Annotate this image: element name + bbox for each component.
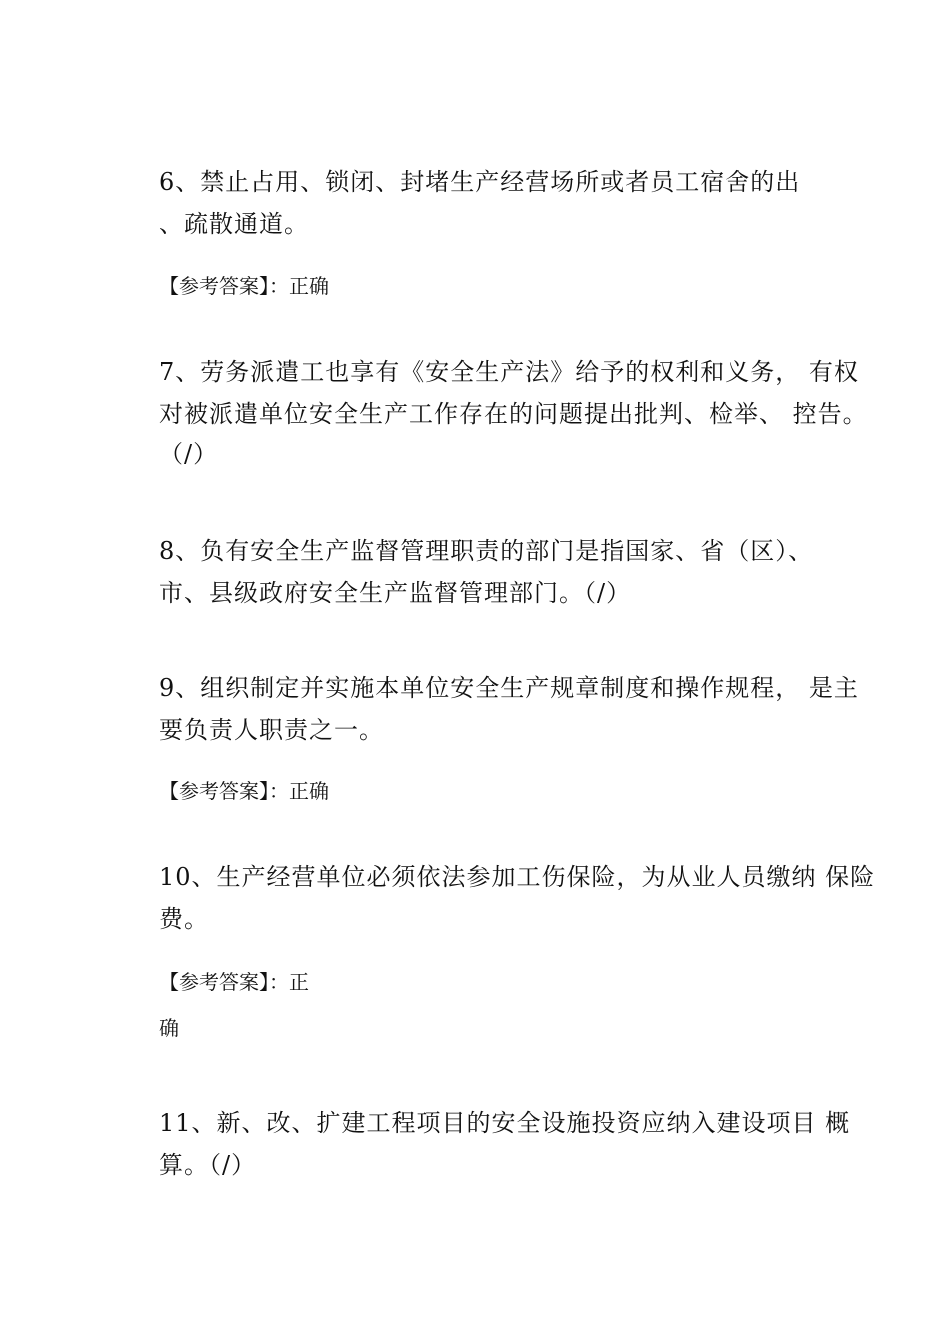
question-text-line: 市、县级政府安全生产监督管理部门。（/） [159,579,632,607]
question-text-line: 费。 [159,905,209,933]
question-text-line: 8、负有安全生产监督管理职责的部门是指国家、省（区）、 [159,537,814,565]
question-text-line: 9、组织制定并实施本单位安全生产规章制度和操作规程， 是主 [159,674,859,702]
question-text-line: 、疏散通道。 [159,210,309,238]
answer-value: 正确 [289,779,329,803]
answer-value-continued: 确 [159,1016,179,1040]
answer-value: 正 [289,970,309,994]
answer-value: 正确 [289,274,329,298]
question-text-line: 要负责人职责之一。 [159,716,384,744]
answer-line [159,776,329,806]
answer-separator: ： [269,970,289,994]
answer-label: 【参考答案】 [159,970,269,994]
question-text-line: 7、劳务派遣工也享有《安全生产法》给予的权利和义务， 有权 [159,358,859,386]
question-text-line: 10、生产经营单位必须依法参加工伤保险，为从业人员缴纳 保险 [159,863,876,891]
answer-line [159,967,309,997]
question-text-line: （/） [159,440,219,468]
question-text-line: 对被派遣单位安全生产工作存在的问题提出批判、检举、 控告。 [159,400,868,428]
answer-line [159,271,329,301]
question-text-line: 6、禁止占用、锁闭、封堵生产经营场所或者员工宿舍的出 [159,168,801,196]
question-text-line: 算。（/） [159,1151,257,1179]
answer-separator: ： [269,779,289,803]
answer-label: 【参考答案】 [159,779,269,803]
question-text-line: 11、新、改、扩建工程项目的安全设施投资应纳入建设项目 概 [159,1109,851,1137]
answer-separator: ： [269,274,289,298]
answer-label: 【参考答案】 [159,274,269,298]
